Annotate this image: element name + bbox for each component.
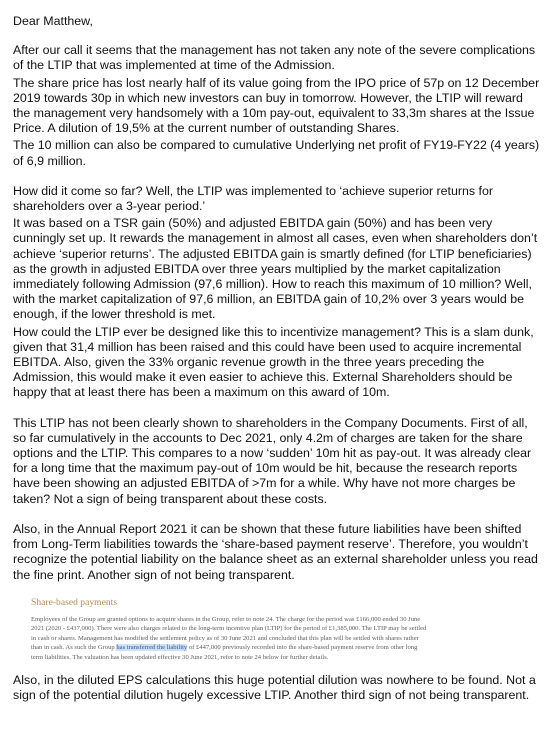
excerpt-title: Share-based payments	[31, 596, 118, 608]
paragraph-share-price: The share price has lost nearly half of its value going from the IPO price of 57p on 12 December 2019 towards 30p in which new investors can buy in tomorrow. However, the LTIP will reward the management very handsomely with a 10m pay-out, equivalent to 33,3m shares at the Issue Price. A dilution of 19,5% at the current number of outstanding Shares.	[13, 75, 540, 136]
annual-report-excerpt	[31, 597, 431, 663]
excerpt-highlight: has transferred the liability	[116, 644, 188, 652]
paragraph-admission: After our call it seems that the management has not taken any note of the severe complications of the LTIP that was implemented at time of the Admission.	[13, 43, 536, 73]
excerpt-text: Employees of the Group are granted options to acquire shares in the Group, refer to note 24. The charge for the period was £166,000 ended 30 June 2021 (2020 - £437,000). There were also charges related to the long-term incentive plan (LTIP) for the period of £1,385,000. The LTIP may be settled in cash or shares. Management has modified the settlement policy as of 30 June 2021 and concluded that this plan will be settled with shares rather than in cash. As such the Group	[31, 615, 427, 652]
paragraph-ltip-design: It was based on a TSR gain (50%) and adjusted EBITDA gain (50%) and has been very cunningly set up. It rewards the management in almost all cases, even when shareholders don’t achieve ‘superior returns’. The adjusted EBITDA gain is smartly defined (for LTIP beneficiaries) as the growth in adjusted EBITDA over three years multiplied by the market capitalization immediately following Admission (97,6 million). How to reach this maximum of 10 million? Well, with the market capitalization of 97,6 million, an EBITDA gain of 10,2% over 3 years would be enough, if the lower threshold is met.	[13, 216, 538, 322]
paragraph-charges: This LTIP has not been clearly shown to shareholders in the Company Documents. First of all, so far cumulatively in the accounts to Dec 2021, only 4.2m of charges are taken for the share options and the LTIP. This compares to a now ‘sudden’ 10m hit as pay-out. It was already clear for a long time that the maximum pay-out of 10m would be hit, because the research reports have been showing an adjusted EBITDA of >7m for a while. Why have not more charges be taken? Not a sign of being transparent about these costs.	[13, 415, 532, 506]
paragraph-liabilities: Also, in the Annual Report 2021 it can be shown that these future liabilities have been shifted from Long-Term liabilities towards the ‘share-based payment reserve’. Therefore, you wouldn’t recognize the potential liability on the balance sheet as an external shareholder unless you read the fine print. Another sign of not being transparent.	[13, 521, 538, 582]
paragraph-incentive: How could the LTIP ever be designed like this to incentivize management? This is a slam dunk, given that 31,4 million has been raised and this could have been used to acquire incremental EBITDA. Also, given the 33% organic revenue growth in the three years preceding the Admission, this would make it even easier to achieve this. External Shareholders should be happy that at least there has been a maximum on this award of 10m.	[13, 324, 534, 400]
paragraph-diluted-eps: Also, in the diluted EPS calculations this huge potential dilution was nowhere to be found. Not a sign of the potential dilution hugely excessive LTIP. Another third sign of not being transparent.	[13, 672, 536, 702]
paragraph-net-profit: The 10 million can also be compared to cumulative Underlying net profit of FY19-FY22 (4 years) of 6,9 million.	[13, 138, 540, 168]
excerpt-text-end: of £447,000 previously recorded into the share-based payment reserve from other long term liabilities. The valuation has been updated effective 30 June 2021, refer to note 24 below for further details.	[31, 644, 418, 662]
excerpt-body	[31, 615, 431, 663]
paragraph-ltip-intro: How did it come so far? Well, the LTIP was implemented to ‘achieve superior returns for shareholders over a 3-year period.’	[13, 183, 494, 214]
salutation: Dear Matthew,	[13, 14, 93, 28]
